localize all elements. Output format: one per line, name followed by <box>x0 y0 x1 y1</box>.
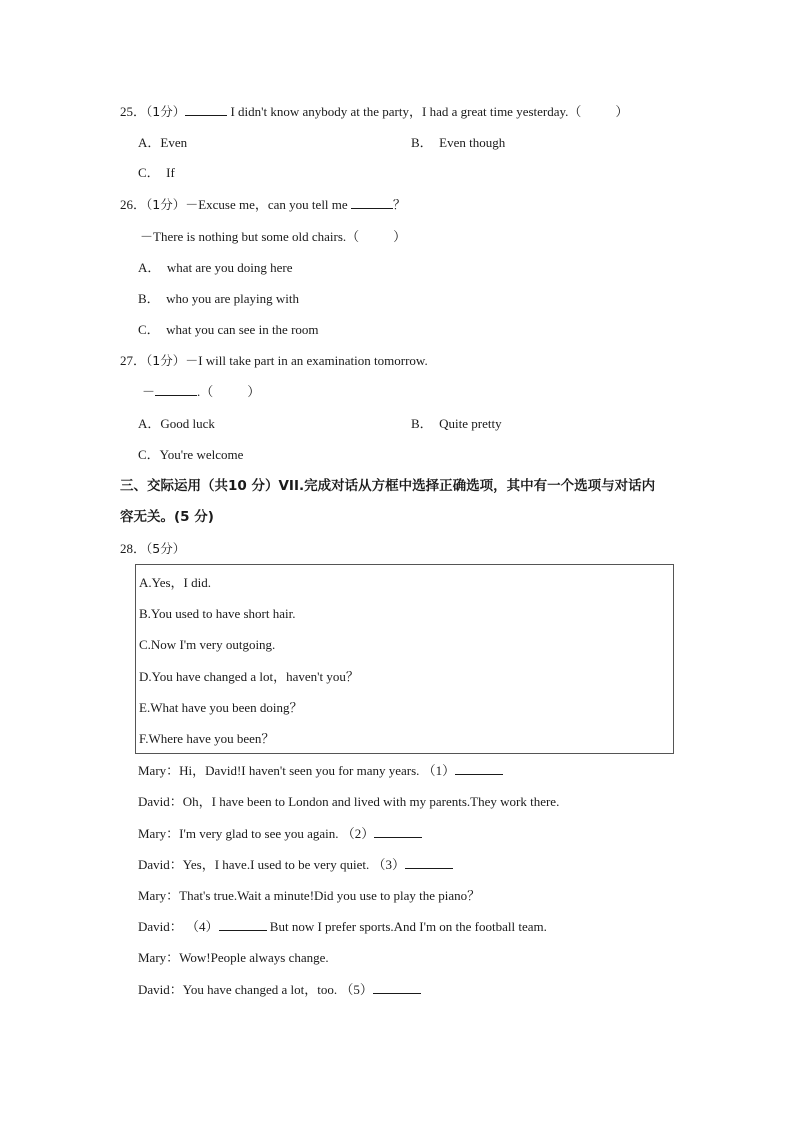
question-26-reply <box>140 228 406 246</box>
dialogue-line <box>138 981 421 999</box>
option-c[interactable] <box>138 321 319 339</box>
option-a[interactable] <box>138 134 187 152</box>
question-text: I didn't know anybody at the party，I had a great time yesterday.（ <box>227 104 582 119</box>
option-text: what you can see in the room <box>166 322 319 337</box>
section-heading-line2: 容无关。(5 分) <box>120 509 214 525</box>
reply-end: .（ <box>197 384 214 399</box>
option-text: Even though <box>439 135 506 150</box>
question-number: 25． <box>120 104 147 119</box>
question-number: 26． <box>120 197 147 212</box>
speaker: Mary： <box>138 826 180 841</box>
question-27-reply <box>142 383 260 401</box>
speaker: Mary： <box>138 763 180 778</box>
option-text: Good luck <box>160 416 215 431</box>
option-a[interactable] <box>138 415 215 433</box>
answer-blank-3[interactable] <box>405 856 453 869</box>
dialogue-text: Wow!People always change. <box>179 950 329 965</box>
answer-blank-5[interactable] <box>373 981 421 994</box>
option-c[interactable] <box>138 446 243 464</box>
option-c[interactable] <box>138 164 175 182</box>
question-number: 28． <box>120 541 147 556</box>
dialogue-text-after: But now I prefer sports.And I'm on the football team. <box>266 919 547 934</box>
close-paren: ） <box>247 384 261 399</box>
section-heading-line1: 三、交际运用（共10 分）VII.完成对话从方框中选择正确选项，其中有一个选项与对话内 <box>120 478 656 494</box>
option-letter: A． <box>138 416 161 431</box>
answer-blank-4[interactable] <box>219 918 267 931</box>
answer-blank[interactable] <box>155 383 197 396</box>
option-letter: C． <box>138 322 160 337</box>
box-option-a: A.Yes，I did. <box>139 575 211 590</box>
dialogue-text: Hi，David!I haven't seen you for many years. （1） <box>179 763 456 778</box>
option-b[interactable] <box>411 134 505 152</box>
speaker: David： <box>138 982 183 997</box>
option-letter: B． <box>411 135 433 150</box>
option-text: If <box>166 165 175 180</box>
box-option-f: F.Where have you been？ <box>139 731 275 746</box>
dialogue-text: （4） <box>182 919 219 934</box>
option-letter: B． <box>411 416 433 431</box>
answer-blank-1[interactable] <box>455 762 503 775</box>
option-b[interactable] <box>411 415 502 433</box>
question-28 <box>120 540 185 558</box>
option-text: You're welcome <box>159 447 244 462</box>
speaker: David： <box>138 919 183 934</box>
option-text: Even <box>160 135 188 150</box>
dialogue-line <box>138 762 503 780</box>
close-paren: ） <box>615 104 629 119</box>
question-text-end: ？ <box>392 197 406 212</box>
question-score: （1分） <box>146 197 186 212</box>
question-26 <box>120 196 406 214</box>
dialogue-text: That's true.Wait a minute!Did you use to play the piano？ <box>179 888 481 903</box>
question-score: （1分） <box>146 353 186 368</box>
dialogue-line <box>138 856 453 874</box>
box-option-d: D.You have changed a lot，haven't you？ <box>139 669 359 684</box>
question-score: （1分） <box>146 104 186 119</box>
option-letter: B． <box>138 291 160 306</box>
option-letter: C． <box>138 447 160 462</box>
reply-text: －There is nothing but some old chairs.（ <box>140 229 360 244</box>
option-letter: A． <box>138 260 161 275</box>
dialogue-text: I'm very glad to see you again. （2） <box>179 826 375 841</box>
speaker: David： <box>138 857 183 872</box>
question-score: （5分） <box>146 541 186 556</box>
answer-blank[interactable] <box>351 196 393 209</box>
question-27 <box>120 352 428 370</box>
option-letter: C． <box>138 165 160 180</box>
box-option-b: B.You used to have short hair. <box>139 606 296 621</box>
speaker: David： <box>138 794 183 809</box>
reply-dash: － <box>142 384 156 399</box>
option-text: what are you doing here <box>166 260 293 275</box>
dialogue-line <box>138 887 480 905</box>
box-option-c: C.Now I'm very outgoing. <box>139 637 276 652</box>
option-letter: A． <box>138 135 161 150</box>
dialogue-text: Oh，I have been to London and lived with my parents.They work there. <box>182 794 560 809</box>
question-number: 27． <box>120 353 147 368</box>
dialogue-line <box>138 918 547 936</box>
question-text: －Excuse me，can you tell me <box>185 197 351 212</box>
box-option-e: E.What have you been doing？ <box>139 700 303 715</box>
close-paren: ） <box>393 229 407 244</box>
option-text: Quite pretty <box>439 416 502 431</box>
dialogue-line <box>138 949 329 967</box>
question-text: －I will take part in an examination tomorrow. <box>185 353 428 368</box>
dialogue-text: You have changed a lot，too. （5） <box>182 982 373 997</box>
answer-blank-2[interactable] <box>374 825 422 838</box>
speaker: Mary： <box>138 950 180 965</box>
options-box <box>135 564 674 754</box>
dialogue-line <box>138 825 422 843</box>
answer-blank[interactable] <box>185 103 227 116</box>
dialogue-text: Yes，I have.I used to be very quiet. （3） <box>182 857 405 872</box>
question-25 <box>120 103 628 121</box>
option-text: who you are playing with <box>166 291 300 306</box>
option-b[interactable] <box>138 290 299 308</box>
dialogue-line <box>138 793 559 811</box>
option-a[interactable] <box>138 259 293 277</box>
speaker: Mary： <box>138 888 180 903</box>
